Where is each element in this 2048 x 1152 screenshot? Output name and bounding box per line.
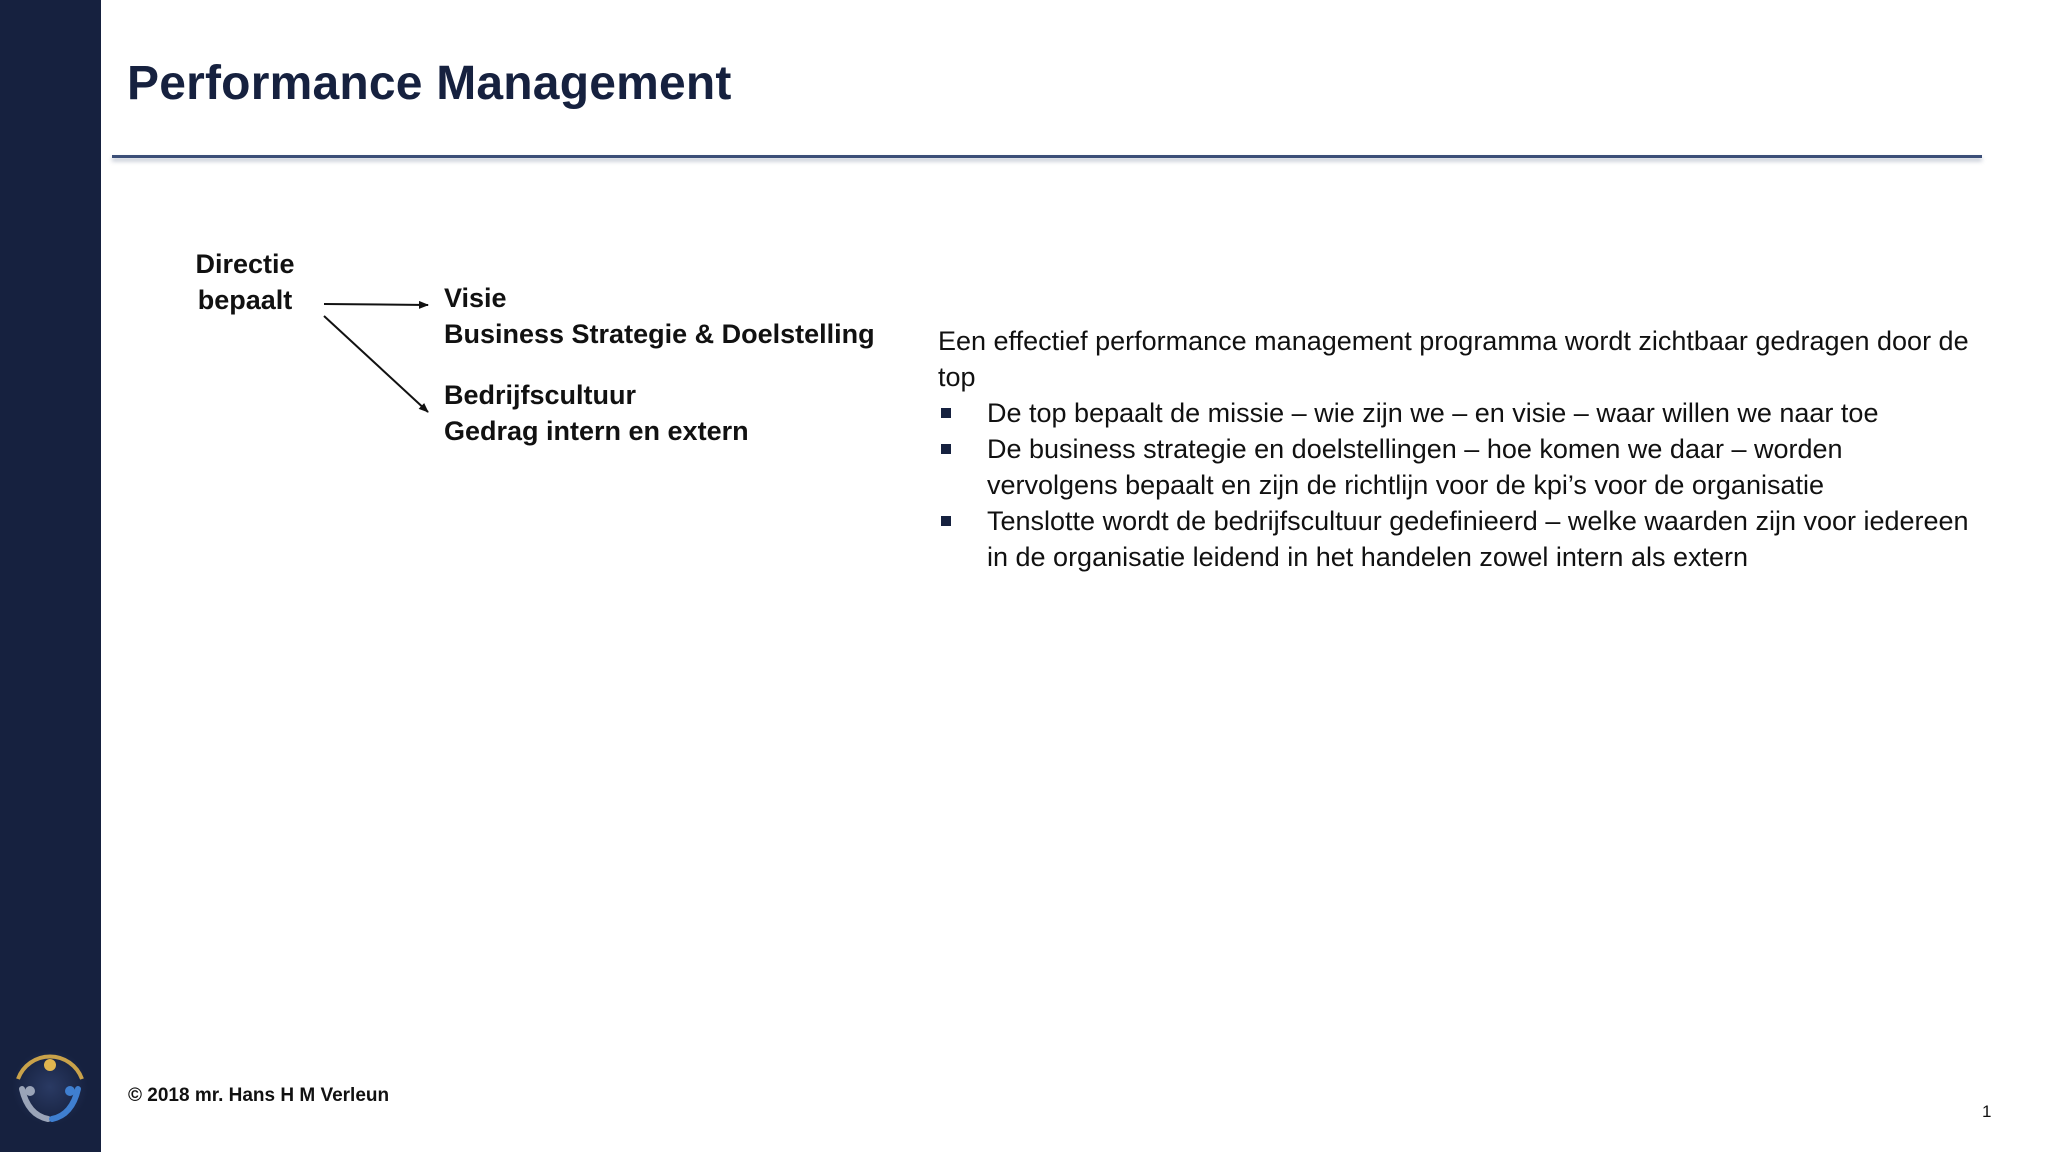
diagram-source-line: Directie (195, 249, 295, 279)
bullet-list (938, 395, 1978, 575)
intro-paragraph: Een effectief performance management programma wordt zichtbaar gedragen door de top (938, 326, 1969, 392)
bullet-item (938, 503, 1978, 575)
diagram-source-line: bepaalt (197, 285, 293, 315)
square-bullet-icon (941, 444, 951, 454)
bullet-text: De top bepaalt de missie – wie zijn we – en visie – waar willen we naar toe (987, 398, 1879, 428)
arrow-to-bedrijfscultuur (324, 316, 428, 412)
page-number: 1 (1982, 1102, 1992, 1121)
square-bullet-icon (941, 516, 951, 526)
diagram-target-line: Bedrijfscultuur (444, 380, 637, 410)
content-text (938, 323, 1978, 575)
bullet-item (938, 395, 1978, 431)
sidebar-band (0, 0, 101, 1152)
diagram-target-line: Gedrag intern en extern (444, 416, 749, 446)
copyright-footer: © 2018 mr. Hans H M Verleun (128, 1085, 390, 1106)
diagram-target-visie (444, 280, 875, 352)
diagram-target-line: Business Strategie & Doelstelling (444, 319, 875, 349)
bullet-item (938, 431, 1978, 503)
diagram-target-bedrijfscultuur (444, 377, 749, 449)
diagram-source (160, 246, 330, 318)
title-divider (112, 155, 1982, 158)
arrow-to-visie (324, 304, 428, 305)
bullet-text: De business strategie en doelstellingen – hoe komen we daar – worden vervolgens bepaalt en zijn de richtlijn voor de kpi’s voor de organisatie (987, 434, 1843, 500)
diagram-target-line: Visie (444, 283, 507, 313)
square-bullet-icon (941, 408, 951, 418)
logo-icon (8, 1045, 92, 1129)
slide-title: Performance Management (127, 57, 732, 110)
bullet-text: Tenslotte wordt de bedrijfscultuur gedefinieerd – welke waarden zijn voor iedereen in de organisatie leidend in het handelen zowel intern als extern (987, 506, 1969, 572)
